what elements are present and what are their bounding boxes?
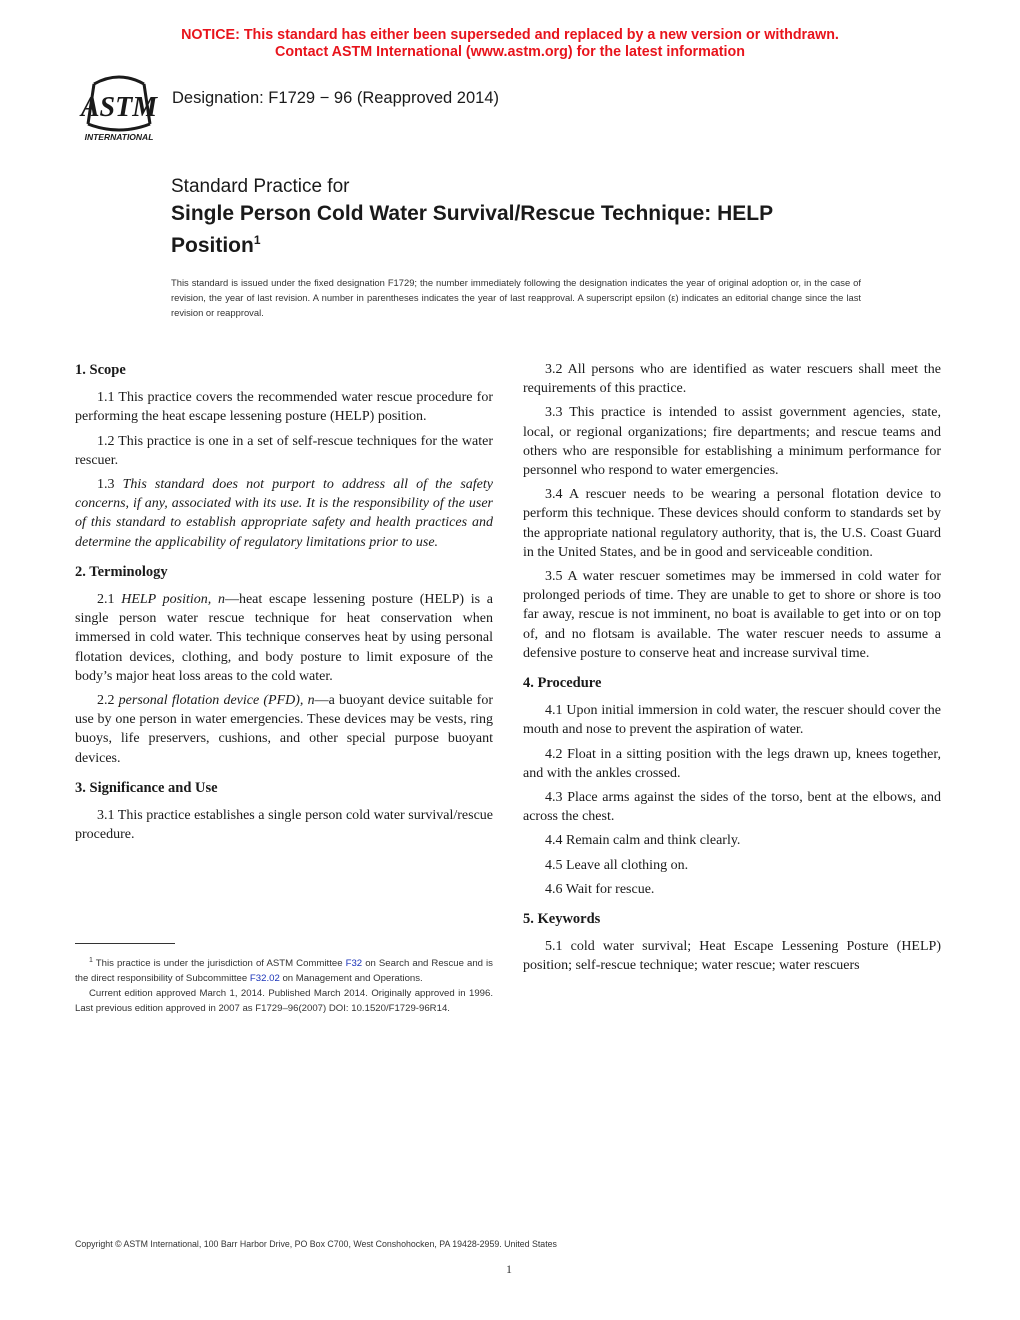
paragraph-3-1: 3.1 This practice establishes a single person cold water survival/rescue procedure. bbox=[75, 808, 493, 843]
left-column bbox=[75, 359, 493, 849]
paragraph-1-3: 1.3 This standard does not purport to address all of the safety concerns, if any, associated with its use. It is the responsibility of the user of this standard to establish appropriate safety and health practices and determine the applicability of regulatory limitations prior to use. bbox=[75, 477, 494, 550]
section-heading-keywords: 5. Keywords bbox=[523, 911, 601, 928]
title-line-2: Single Person Cold Water Survival/Rescue Technique: HELP bbox=[171, 202, 774, 225]
footnote-1: $^1$ This practice is under the jurisdiction of ASTM Committee F32 on Search and Rescue and is the direct responsibility of Subcommittee F32.02 on Management and Operations. bbox=[75, 957, 493, 984]
section-heading-scope: 1. Scope bbox=[75, 362, 126, 378]
paragraph-4-4: 4.4 Remain calm and think clearly. bbox=[545, 833, 741, 849]
paragraph-3-5: 3.5 A water rescuer sometimes may be immersed in cold water for prolonged periods of time. They are unable to get to shore or shore is too far away, rescue is not imminent, no boat is available to get into or on top of, and no flotsam is available. The water rescuer needs to assume a defensive posture to conserve heat and increase survival time. bbox=[523, 569, 941, 661]
section-heading-terminology: 2. Terminology bbox=[75, 563, 168, 580]
page-number: 1 bbox=[506, 1262, 512, 1276]
section-heading-significance: 3. Significance and Use bbox=[75, 779, 218, 796]
title-footnote-mark: 1 bbox=[253, 233, 261, 247]
footnote-2: Current edition approved March 1, 2014. Published March 2014. Originally approved in 1996. Last previous edition approved in 2007 as F1729–96(2007) DOI: 10.1520/F1729-96R14. bbox=[75, 987, 493, 1014]
copyright-line: Copyright © ASTM International, 100 Barr Harbor Drive, PO Box C700, West Conshohocken, PA 19428-2959. United States bbox=[75, 1239, 557, 1249]
section-heading-procedure: 4. Procedure bbox=[523, 675, 602, 692]
designation: Designation: F1729 − 96 (Reapproved 2014) bbox=[172, 89, 500, 107]
paragraph-1-1: 1.1 This practice covers the recommended water rescue procedure for performing the heat escape lessening posture (HELP) position. bbox=[75, 390, 493, 425]
paragraph-3-4: 3.4 A rescuer needs to be wearing a personal flotation device to perform this technique. These devices should conform to standards set by the appropriate national regulatory authority, that is, the U.S. Coast Guard in the United States, and be in good and serviceable condition. bbox=[523, 487, 941, 560]
notice-line-1: NOTICE: This standard has either been superseded and replaced by a new version or withdrawn. bbox=[181, 27, 839, 43]
document-title bbox=[171, 174, 891, 259]
notice-banner bbox=[0, 27, 1020, 60]
title-line-1: Standard Practice for bbox=[171, 176, 350, 197]
logo-subtext: INTERNATIONAL bbox=[84, 132, 154, 142]
paragraph-4-6: 4.6 Wait for rescue. bbox=[545, 881, 655, 897]
issued-note: This standard is issued under the fixed designation F1729; the number immediately following the designation indicates the year of original adoption or, in the case of revision, the year of last revision. A number in parentheses indicates the year of last reapproval. A superscript epsilon (ε) indicates an editorial change since the last revision or reapproval. bbox=[171, 277, 861, 318]
footnotes bbox=[75, 954, 493, 1016]
title-line-3: Position$^1$ bbox=[171, 233, 261, 257]
right-column bbox=[523, 360, 941, 981]
paragraph-2-1: 2.1 HELP position, n—heat escape lessening posture (HELP) is a single person water rescue technique for heat conservation when immersed in cold water. This technique conserves heat by using personal flotation devices, clothing, and body posture to limit exposure of the body’s major heat loss areas to the cold water. bbox=[75, 592, 493, 684]
logo-text: ASTM bbox=[80, 92, 158, 123]
paragraph-5-1: 5.1 cold water survival; Heat Escape Lessening Posture (HELP) position; self-rescue technique; water rescue; water rescuers bbox=[523, 939, 941, 974]
astm-international-logo bbox=[74, 72, 164, 144]
notice-line-2: Contact ASTM International (www.astm.org) for the latest information bbox=[275, 43, 745, 60]
paragraph-4-1: 4.1 Upon initial immersion in cold water, the rescuer should cover the mouth and nose to prevent the aspiration of water. bbox=[523, 703, 941, 738]
footnote-divider bbox=[75, 943, 175, 944]
paragraph-4-5: 4.5 Leave all clothing on. bbox=[545, 857, 689, 873]
paragraph-4-2: 4.2 Float in a sitting position with the legs drawn up, knees together, and with the ankles crossed. bbox=[523, 746, 941, 781]
paragraph-4-3: 4.3 Place arms against the sides of the torso, bent at the elbows, and across the chest. bbox=[523, 790, 941, 825]
paragraph-3-3: 3.3 This practice is intended to assist government agencies, state, local, or regional organizations; fire departments; and rescue teams and others who are responsible for establishing a minimum performance for personnel who respond to water emergencies. bbox=[523, 405, 941, 479]
paragraph-1-2: 1.2 This practice is one in a set of self-rescue techniques for the water rescuer. bbox=[75, 433, 493, 468]
subcommittee-f32-02-link[interactable]: F32.02 bbox=[249, 972, 280, 984]
committee-f32-link[interactable]: F32 bbox=[345, 958, 363, 970]
paragraph-3-2: 3.2 All persons who are identified as water rescuers shall meet the requirements of this practice. bbox=[523, 362, 941, 397]
paragraph-2-2: 2.2 personal flotation device (PFD), n—a buoyant device suitable for use by one person in water emergencies. These devices may be vests, ring buoys, life preservers, cushions, and other special purpose buoyant devices. bbox=[75, 693, 493, 766]
